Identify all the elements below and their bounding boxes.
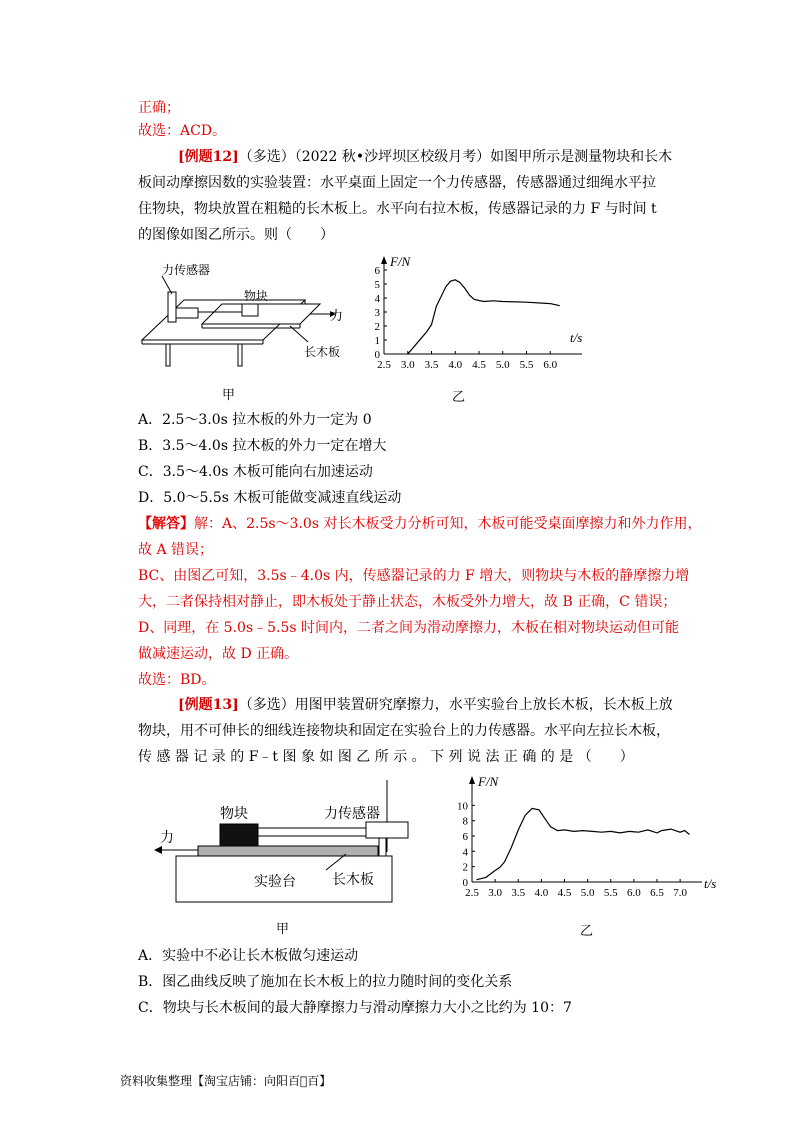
- q13-chart-y-tick-label: 8: [462, 815, 468, 828]
- q12-chart-x-tick-label: 4.5: [472, 359, 486, 371]
- q12-label-board: 长木板: [304, 345, 341, 359]
- q12-option-a: A．2.5～3.0s 拉木板的外力一定为 0: [138, 412, 372, 428]
- q12-tag: [例题12]: [178, 149, 239, 165]
- q13-chart-x-label: t/s: [704, 876, 717, 891]
- q12-chart-series-line: [408, 280, 560, 354]
- q12-chart-x-tick-label: 2.5: [377, 359, 391, 371]
- q13-label-board: 长木板: [332, 873, 374, 888]
- q12-label-sensor: 力传感器: [162, 263, 211, 277]
- q12-option-c: C．3.5～4.0s 木板可能向右加速运动: [138, 464, 373, 480]
- q13-chart-y-arrow: [469, 776, 475, 784]
- footer-source: 资料收集整理【淘宝店铺：向阳百𫸯百】: [120, 1074, 332, 1088]
- q13-label-bench: 实验台: [254, 875, 296, 890]
- q12-chart-y-tick-label: 6: [374, 265, 380, 277]
- q12-option-d: D．5.0～5.5s 木板可能做变减速直线运动: [138, 490, 402, 506]
- q12-line-1: [例题12]（多选）（2022 秋•沙坪坝区校级月考）如图甲所示是测量物块和长木: [178, 149, 673, 165]
- q13-chart-y-tick-label: 0: [462, 877, 468, 889]
- q12-chart-y-tick-label: 0: [374, 349, 380, 361]
- q12-chart-y-tick-label: 5: [374, 279, 380, 291]
- q12-chart-svg: [360, 244, 610, 378]
- q12-answer-line-7: 故选：BD。: [138, 672, 216, 688]
- q13-label-block: 物块: [220, 807, 248, 822]
- q13-line-1: [例题13]（多选）用图甲装置研究摩擦力，水平实验台上放长木板，长木板上放: [178, 697, 673, 713]
- q13-chart-y-tick-label: 10: [457, 800, 468, 813]
- q13-chart-x-tick-label: 3.0: [488, 887, 502, 899]
- q13-chart-x-tick-label: 3.5: [511, 887, 526, 899]
- q12-answer-line-3: BC、由图乙可知，3.5s﹣4.0s 内，传感器记录的力 F 增大，则物块与木板的静摩擦力增: [138, 568, 690, 584]
- q13-chart-y-tick-label: 4: [462, 846, 468, 859]
- q13-chart-x-tick-label: 7.0: [673, 887, 687, 899]
- q12-apparatus-figure: [140, 252, 355, 377]
- q13-chart-x-tick-label: 5.0: [580, 887, 595, 899]
- q13-chart-x-tick-label: 2.5: [465, 887, 479, 899]
- q12-chart-y-tick-label: 2: [374, 321, 380, 333]
- q12-chart-y-tick-label: 4: [374, 293, 380, 305]
- q12-label-block: 物块: [244, 289, 269, 303]
- q12-line-4: 的图像如图乙所示。则（ ）: [138, 227, 334, 243]
- answer-line-correct: 正确；: [138, 100, 180, 116]
- q13-chart-y-label: F/N: [478, 774, 499, 789]
- q12-line-2: 板间动摩擦因数的实验装置：水平桌面上固定一个力传感器，传感器通过细绳水平拉: [138, 175, 656, 191]
- q12-answer-line-6: 做减速运动，故 D 正确。: [138, 646, 299, 662]
- q13-apparatus-figure: [150, 780, 420, 908]
- q12-chart: [360, 244, 610, 378]
- q13-option-c: C．物块与长木板间的最大静摩擦力与滑动摩擦力大小之比约为 10：7: [138, 1000, 572, 1016]
- q13-chart-caption: 乙: [580, 924, 594, 939]
- q13-chart-x-tick-label: 5.5: [603, 887, 618, 899]
- q13-chart-y-tick-label: 2: [462, 861, 468, 874]
- q12-answer-line-4: 大，二者保持相对静止，即木板处于静止状态，木板受外力增大，故 B 正确，C 错误；: [138, 594, 677, 610]
- q12-chart-x-tick-label: 3.5: [424, 359, 439, 371]
- q13-chart-svg: [448, 768, 730, 910]
- q12-option-b: B．3.5～4.0s 拉木板的外力一定在增大: [138, 438, 387, 454]
- q13-label-force: 力: [160, 831, 174, 846]
- q12-answer-line-5: D、同理，在 5.0s﹣5.5s 时间内，二者之间为滑动摩擦力，木板在相对物块运动但可能: [138, 620, 680, 636]
- q13-option-a: A．实验中不必让长木板做匀速运动: [138, 948, 359, 964]
- q12-chart-x-tick-label: 6.0: [543, 359, 558, 371]
- q12-answer-tag: 【解答】: [138, 516, 194, 532]
- q13-chart-x-tick-label: 6.5: [650, 887, 664, 899]
- q12-chart-y-arrow: [381, 256, 387, 264]
- q12-chart-x-tick-label: 3.0: [400, 359, 415, 371]
- q13-label-sensor: 力传感器: [324, 807, 380, 822]
- q13-fig-a-caption: 甲: [276, 922, 290, 937]
- q12-chart-x-tick-label: 5.0: [495, 359, 510, 371]
- q12-chart-y-tick-label: 1: [374, 335, 380, 347]
- q13-chart: [448, 768, 730, 910]
- answer-line-choice: 故选：ACD。: [138, 123, 227, 139]
- q12-chart-y-label: F/N: [390, 254, 411, 269]
- q12-label-force: 力: [330, 308, 344, 323]
- q12-chart-x-label: t/s: [570, 330, 583, 345]
- q13-option-b: B．图乙曲线反映了施加在长木板上的拉力随时间的变化关系: [138, 974, 513, 990]
- q13-chart-x-tick-label: 6.0: [627, 887, 641, 899]
- q13-line-3: 传 感 器 记 录 的 F﹣t 图 象 如 图 乙 所 示 。 下 列 说 法 正 确 的 是 （ ）: [138, 749, 634, 765]
- q12-answer-line-2: 故 A 错误；: [138, 542, 214, 558]
- q13-chart-series-line: [477, 808, 690, 879]
- q13-chart-x-tick-label: 4.0: [534, 887, 549, 899]
- q13-line-2: 物块，用不可伸长的细线连接物块和固定在实验台上的力传感器。水平向左拉长木板，: [138, 723, 670, 739]
- q13-tag: [例题13]: [178, 697, 239, 713]
- q12-line-3: 住物块，物块放置在粗糙的长木板上。水平向右拉木板，传感器记录的力 F 与时间 t: [138, 201, 657, 217]
- q13-chart-x-tick-label: 4.5: [557, 887, 572, 899]
- q12-chart-x-tick-label: 4.0: [448, 359, 463, 371]
- q12-fig-a-caption: 甲: [222, 388, 236, 403]
- q12-chart-caption: 乙: [452, 390, 466, 405]
- q12-answer-line-1: 【解答】解：A、2.5s～3.0s 对长木板受力分析可知，木板可能受桌面摩擦力和外力作用，: [138, 516, 702, 532]
- q13-chart-y-tick-label: 6: [462, 831, 468, 843]
- q12-chart-y-tick-label: 3: [374, 307, 380, 319]
- q12-chart-x-tick-label: 5.5: [519, 359, 534, 371]
